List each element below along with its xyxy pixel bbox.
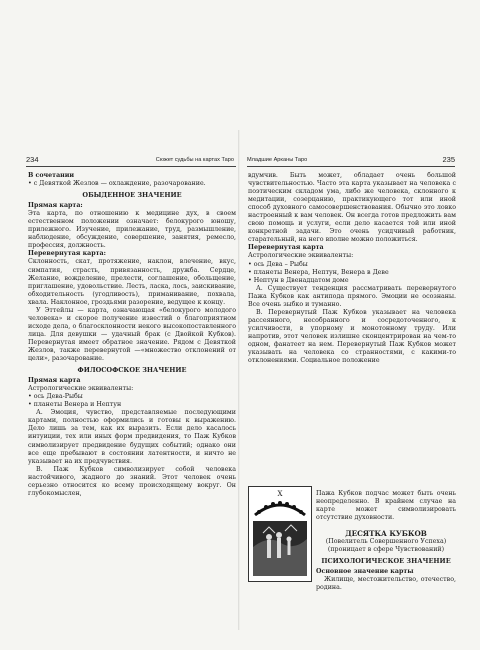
left-page-text (28, 172, 236, 498)
left-page-number: 234 (26, 155, 39, 164)
section-heading: ПСИХОЛОГИЧЕСКОЕ ЗНАЧЕНИЕ (321, 557, 451, 566)
paragraph: Астрологические эквиваленты: (28, 385, 134, 393)
right-page-wrapped-text (316, 490, 456, 593)
paragraph: • планеты Венера и Нептун (28, 401, 122, 409)
card-title: ДЕСЯТКА КУБКОВ (345, 529, 427, 539)
ten-of-cups-card-illustration (248, 486, 312, 582)
right-page-text (248, 172, 456, 365)
paragraph: Склонность, скат, протяжение, наклон, влечение, вкус, симпатия, страсть, привязанность, дружба. Сердце, Желание, вожделение, прелести, соглашение, обольщение, приглашение, удовольствие. Лесть, ласка, лось, заискивание, обходительность (угодливость), приманивание, похвала, хвала. Наклонное, гроздьями разорение, ведущее к концу. (28, 258, 236, 306)
right-page-number: 235 (442, 155, 455, 164)
subheading: Прямая карта: (28, 202, 83, 210)
paragraph: • с Девяткой Жезлов — охлаждение, разочарование. (28, 180, 206, 188)
subheading: Перевернутая карта (248, 244, 324, 252)
paragraph: А. Существует тенденция рассматривать перевернутого Пажа Кубков как антипода прямого. Эмоции не осознаны. Все очень зыбко и туманно. (248, 284, 456, 308)
paragraph: • Нептун в Двенадцатом доме (248, 276, 349, 284)
paragraph: В. Паж Кубков символизирует собой человека настойчивого, жадного до знаний. Этот человек очень серьезно относится ко всему происходящему вокруг. Он глубокомыслен, (28, 465, 236, 497)
paragraph: Жилище, местожительство, отечество, родина. (316, 576, 456, 592)
paragraph: Астрологические эквиваленты: (248, 252, 354, 260)
subheading: Прямая карта (28, 377, 81, 385)
paragraph: • ось Дева – Рыбы (248, 260, 308, 268)
section-heading: ФИЛОСОФСКОЕ ЗНАЧЕНИЕ (77, 366, 187, 375)
left-header (26, 155, 236, 165)
paragraph: • ось Дева-Рыбы (28, 393, 83, 401)
section-heading: ОБЫДЕННОЕ ЗНАЧЕНИЕ (82, 191, 182, 200)
paragraph: Пажа Кубков подчас может быть очень неопределенно. В крайнем случае на карте может символизировать отсутствие духовности. (316, 490, 456, 522)
right-header (247, 155, 455, 165)
paragraph: • планеты Венера, Нептун, Венера в Деве (248, 268, 389, 276)
subheading: Перевернутая карта: (28, 250, 106, 258)
paragraph: У Эттейлы — карта, означающая «белокурого молодого человека» и скорое получение известий о благоприятном исходе дела, о благосклонности некого высокопоставленного лица. Для девушки — удачный брак (с Двойкой Кубков). Перевернутая имеет обратное значение. Рядом с Девяткой Жезлов, также перевернутой —«множество отклонений от цели», разочарование. (28, 306, 236, 363)
paragraph: вдумчив. Быть может, обладает очень большой чувствительностью. Часто эта карта указывает на человека с поэтическим складом ума, либо же человека, склонного к медитации, созерцанию, практикующего тот или иной способ духовного самосовершенствования. Обычно это ловко настроенный к вам человек. Он всегда готов предложить вам свою помощь и услуги, если дело касается той или иной конкретной задачи. Это очень усидчивый работник, старательный, на него вполне можно положиться. (248, 172, 456, 244)
paragraph: Эта карта, по отношению к медицине дух, в своем естественном положении означает: белокурого юношу, прилежного. Изучение, прилежание, труд, размышление, наблюдение, обсуждение, совершение, занятия, ремесло, профессия, должность. (28, 210, 236, 250)
right-running-head: Младшие Арканы Таро (247, 157, 308, 163)
card-subtitle: (Повелитель Совершенного Успеха) (325, 538, 447, 546)
paragraph (28, 172, 236, 180)
card-subtitle: (проницает в сфере Чувствований) (327, 546, 445, 554)
card-numeral: X (277, 490, 283, 498)
paragraph: А. Эмоция, чувство, представляемые последующими картами, полностью оформились и готовы к выражению. Дело лишь за тем, как их выразить. Если дело касалось интуиции, тех или иных форм предвидения, то Паж Кубков символизирует предвидение будущих событий; однако они все еще пребывают в состоянии латентности, и ничто не указывает на их предчувствия. (28, 409, 236, 465)
subheading: Основное значение карты (316, 568, 414, 576)
left-header-rule (26, 166, 236, 167)
left-running-head: Сюжет судьбы на картах Таро (155, 157, 234, 163)
paragraph: В. Перевернутый Паж Кубков указывает на человека рассеянного, несобранного и сосредоточенного, к усилчивости, в упорному и монотонному труду. Или напротив, этот человек излишне сконцентрирован на чем-то одном, фанатеет на нем. Перевернутый Паж Кубков может указывать на человека со странностями, с какими-то отклонениями. Социальное положение (248, 308, 456, 365)
bold-lead: В сочетании (28, 172, 75, 179)
right-header-rule (247, 166, 455, 167)
card-image (249, 487, 311, 581)
gutter (238, 130, 240, 630)
